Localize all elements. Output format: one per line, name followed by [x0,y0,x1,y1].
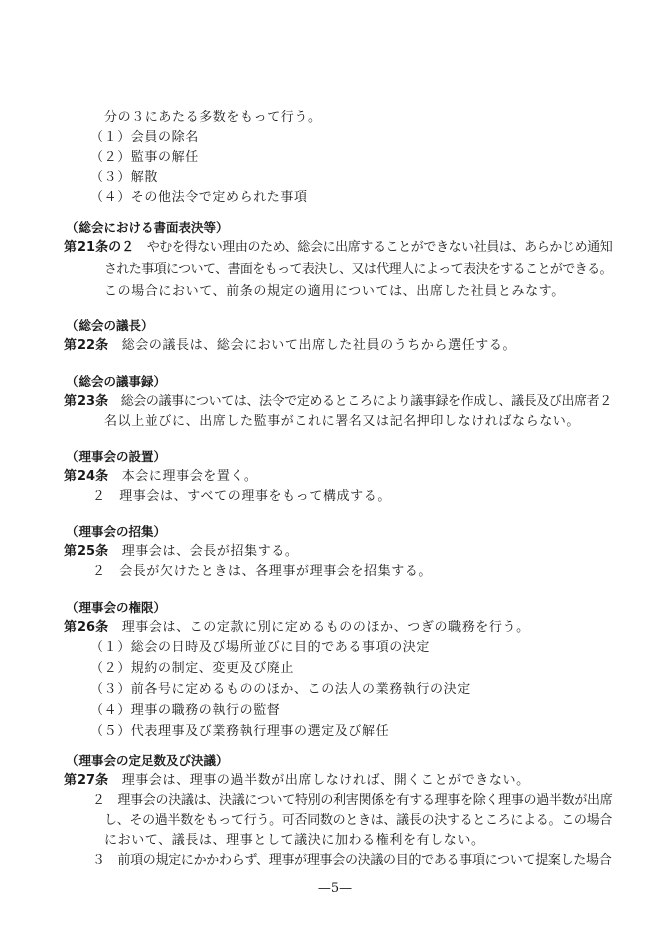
article-line [64,544,299,560]
article-line [64,338,516,354]
section-heading: （理事会の権限） [66,600,167,615]
list-item: （１）総会の日時及び場所並びに目的である事項の決定 [90,640,431,655]
article-line: された事項について、書面をもって表決し、又は代理人によって表決をすることができる。 [104,262,612,277]
continuation-line: 分の３にあたる多数をもって行う。 [104,110,322,125]
article-text: 本会に理事会を置く。 [121,469,258,484]
section-heading: （理事会の定足数及び決議） [66,753,229,768]
article-number: 第22条 [64,338,109,353]
list-item: （４）理事の職務の執行の監督 [90,703,281,718]
article-paragraph: において、議長は、理事として議決に加わる権利を有しない。 [104,833,485,848]
article-text: 理事会は、理事の過半数が出席しなければ、開くことができない。 [121,773,530,788]
article-number: 第23条 [64,394,109,409]
article-line [64,394,612,410]
list-item: （３）前各号に定めるもののほか、この法人の業務執行の決定 [90,682,471,697]
section-heading: （総会の議事録） [66,374,167,389]
page-number: —5— [317,881,353,896]
list-item: （２）規約の制定、変更及び廃止 [90,661,295,676]
article-text: 理事会は、会長が招集する。 [121,544,299,559]
article-number: 第27条 [64,773,109,788]
article-line: この場合において、前条の規定の適用については、出席した社員とみなす。 [104,284,565,299]
section-heading: （総会の議長） [66,318,154,333]
list-item: （１）会員の除名 [90,130,199,145]
list-item: （２）監事の解任 [90,150,199,165]
article-line [64,620,530,636]
article-text: 総会の議長は、総会において出席した社員のうちから選任する。 [121,338,517,353]
list-item: （５）代表理事及び業務執行理事の選定及び解任 [90,724,390,739]
article-number: 第25条 [64,544,109,559]
article-text: 理事会は、この定款に別に定めるもののほか、つぎの職務を行う。 [121,620,530,635]
list-item: （３）解散 [90,170,159,185]
article-line: 名以上並びに、出席した監事がこれに署名又は記名押印しなければならない。 [104,414,581,429]
article-paragraph: ２ 理事会の決議は、決議について特別の利害関係を有する理事を除く理事の過半数が出席 [92,793,613,808]
article-text: 総会の議事については、法令で定めるところにより議事録を作成し、議長及び出席者２ [120,394,612,409]
article-number: 第26条 [64,620,109,635]
article-paragraph: ２ 理事会は、すべての理事をもって構成する。 [92,489,391,504]
section-heading: （理事会の設置） [66,449,167,464]
article-number: 第24条 [64,469,109,484]
article-paragraph: ３ 前項の規定にかかわらず、理事が理事会の決議の目的である事項について提案した場合 [92,853,612,868]
article-line [64,469,257,485]
section-heading: （総会における書面表決等） [66,220,229,235]
article-text: やむを得ない理由のため、総会に出席することができない社員は、あらかじめ通知 [146,240,613,255]
article-number: 第21条の２ [64,240,135,255]
article-line [64,240,612,256]
list-item: （４）その他法令で定められた事項 [90,190,308,205]
section-heading: （理事会の招集） [66,524,167,539]
article-paragraph: ２ 会長が欠けたときは、各理事が理事会を招集する。 [92,564,433,579]
article-line [64,773,530,789]
article-paragraph: し、その過半数をもって行う。可否同数のときは、議長の決するところによる。この場合 [104,813,613,828]
